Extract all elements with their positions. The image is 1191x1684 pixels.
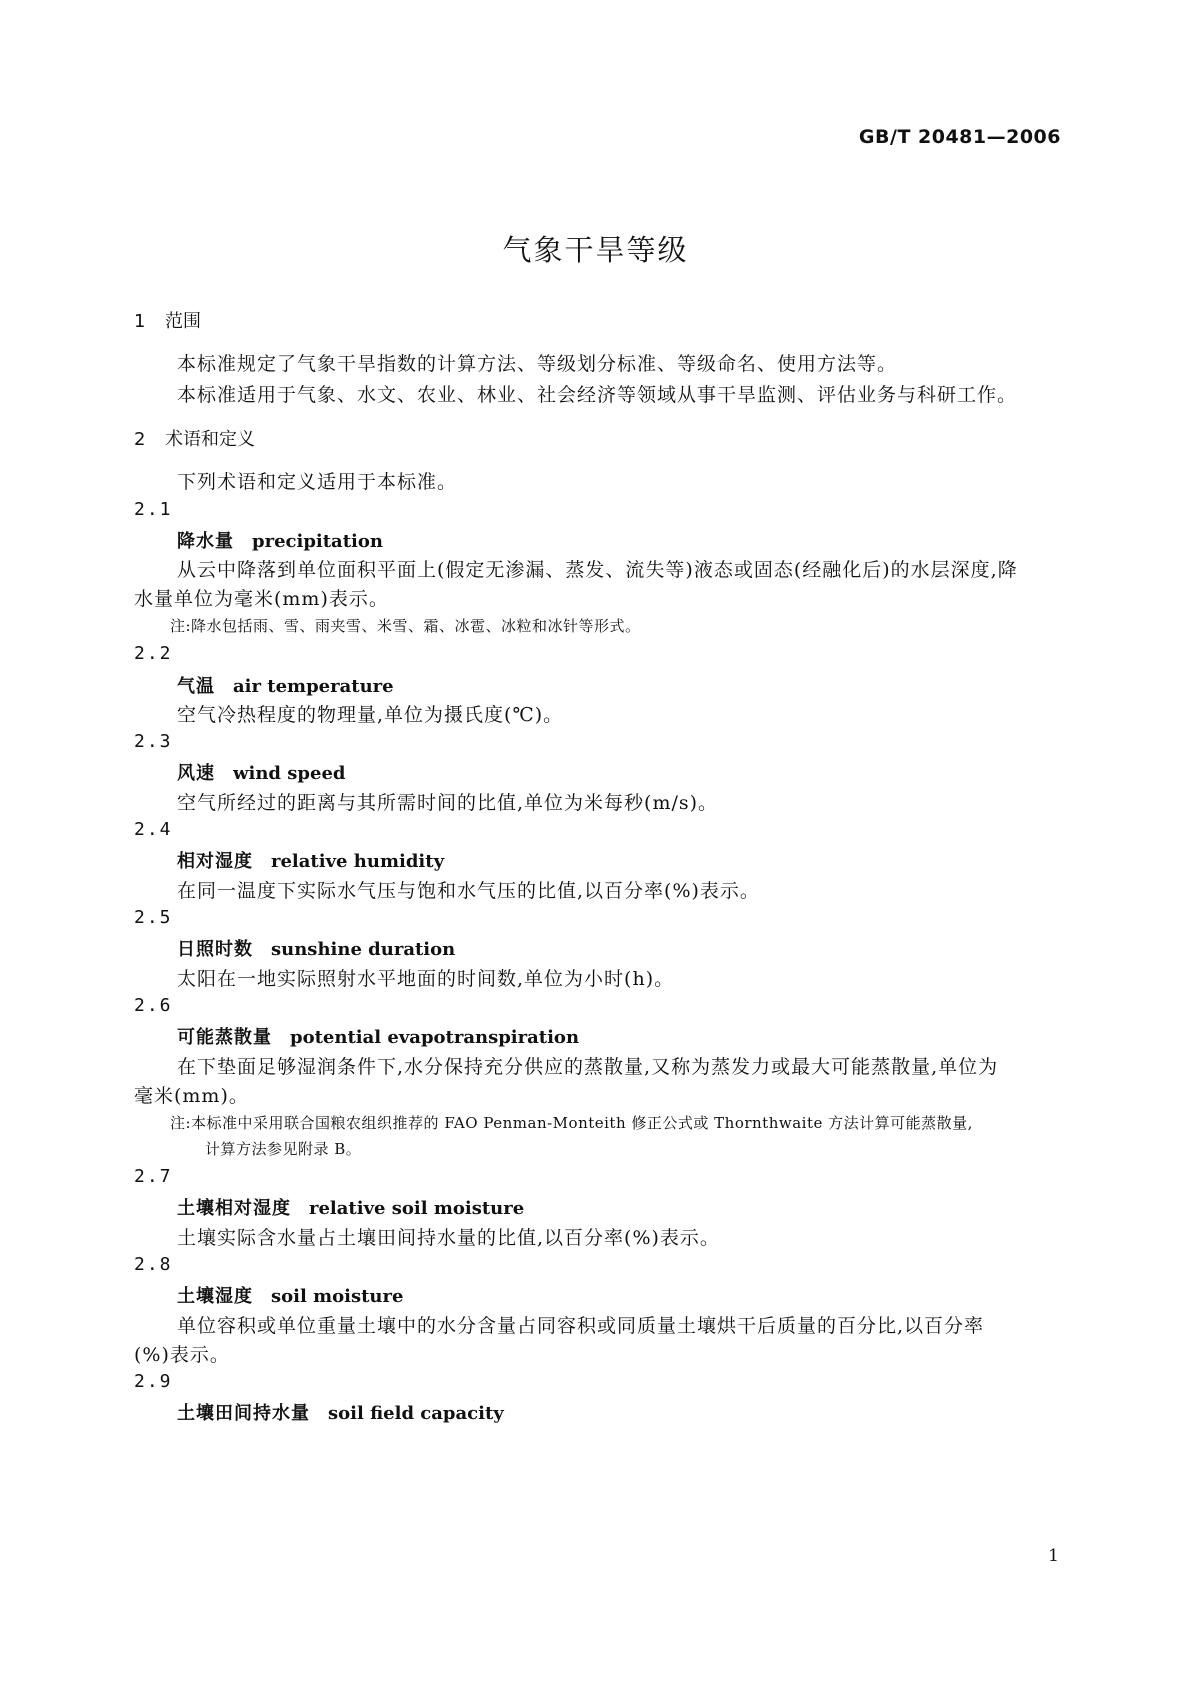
term-zh: 日照时数 (177, 939, 253, 960)
term-heading-precipitation (177, 527, 383, 553)
term-number: 2.9 (134, 1371, 173, 1392)
term-zh: 风速 (177, 763, 215, 784)
term-en: relative soil moisture (309, 1198, 525, 1219)
term-definition: 毫米(mm)。 (134, 1085, 249, 1107)
term-zh: 气温 (177, 676, 215, 697)
term-en: soil moisture (271, 1286, 404, 1307)
term-definition: 太阳在一地实际照射水平地面的时间数,单位为小时(h)。 (177, 968, 675, 990)
term-en: potential evapotranspiration (290, 1027, 580, 1048)
term-definition: (%)表示。 (134, 1344, 230, 1366)
page-number: 1 (1048, 1546, 1059, 1566)
term-zh: 降水量 (177, 531, 234, 552)
term-zh: 土壤田间持水量 (177, 1403, 310, 1424)
section-title: 术语和定义 (165, 429, 255, 450)
section-heading-terms (134, 425, 255, 451)
term-definition: 在下垫面足够湿润条件下,水分保持充分供应的蒸散量,又称为蒸发力或最大可能蒸散量,单位为 (177, 1056, 999, 1078)
term-heading-soil-moisture (177, 1282, 403, 1308)
term-note: 计算方法参见附录 B。 (205, 1140, 362, 1158)
term-definition: 单位容积或单位重量土壤中的水分含量占同容积或同质量土壤烘干后质量的百分比,以百分率 (177, 1315, 985, 1337)
term-heading-relative-soil-moisture (177, 1194, 524, 1220)
terms-intro: 下列术语和定义适用于本标准。 (177, 471, 458, 493)
term-number: 2.8 (134, 1254, 173, 1275)
term-heading-potential-evapotranspiration (177, 1023, 579, 1049)
term-heading-sunshine-duration (177, 935, 455, 961)
term-number: 2.4 (134, 819, 173, 840)
term-definition: 土壤实际含水量占土壤田间持水量的比值,以百分率(%)表示。 (177, 1227, 720, 1249)
term-number: 2.6 (134, 995, 173, 1016)
term-number: 2.1 (134, 499, 173, 520)
term-definition: 水量单位为毫米(mm)表示。 (134, 588, 389, 610)
term-note: 注:降水包括雨、雪、雨夹雪、米雪、霜、冰雹、冰粒和冰针等形式。 (170, 617, 641, 635)
section-heading-scope (134, 307, 201, 333)
term-en: relative humidity (271, 851, 445, 872)
term-en: precipitation (252, 531, 383, 552)
term-heading-soil-field-capacity (177, 1399, 504, 1425)
term-zh: 土壤相对湿度 (177, 1198, 291, 1219)
term-number: 2.5 (134, 907, 173, 928)
section-title: 范围 (165, 311, 201, 332)
term-en: sunshine duration (271, 939, 456, 960)
term-zh: 土壤湿度 (177, 1286, 253, 1307)
page-title: 气象干旱等级 (502, 233, 689, 267)
standard-code: GB/T 20481—2006 (858, 126, 1061, 148)
term-heading-wind-speed (177, 759, 345, 785)
term-number: 2.3 (134, 731, 173, 752)
term-en: wind speed (233, 763, 346, 784)
term-zh: 相对湿度 (177, 851, 253, 872)
section-number: 2 (134, 429, 146, 450)
term-zh: 可能蒸散量 (177, 1027, 272, 1048)
term-definition: 在同一温度下实际水气压与饱和水气压的比值,以百分率(%)表示。 (177, 880, 760, 902)
term-heading-relative-humidity (177, 847, 444, 873)
term-en: air temperature (233, 676, 394, 697)
term-heading-air-temperature (177, 672, 394, 698)
scope-paragraph-2: 本标准适用于气象、水文、农业、林业、社会经济等领域从事干旱监测、评估业务与科研工作。 (177, 384, 1018, 406)
term-definition: 从云中降落到单位面积平面上(假定无渗漏、蒸发、流失等)液态或固态(经融化后)的水层深度,降 (177, 559, 1018, 581)
term-number: 2.7 (134, 1166, 173, 1187)
term-number: 2.2 (134, 643, 173, 664)
section-number: 1 (134, 311, 146, 332)
term-definition: 空气所经过的距离与其所需时间的比值,单位为米每秒(m/s)。 (177, 792, 719, 814)
term-note: 注:本标准中采用联合国粮农组织推荐的 FAO Penman-Monteith 修正公式或 Thornthwaite 方法计算可能蒸散量, (170, 1114, 973, 1132)
term-en: soil field capacity (328, 1403, 504, 1424)
term-definition: 空气冷热程度的物理量,单位为摄氏度(℃)。 (177, 704, 564, 726)
scope-paragraph-1: 本标准规定了气象干旱指数的计算方法、等级划分标准、等级命名、使用方法等。 (177, 353, 898, 375)
